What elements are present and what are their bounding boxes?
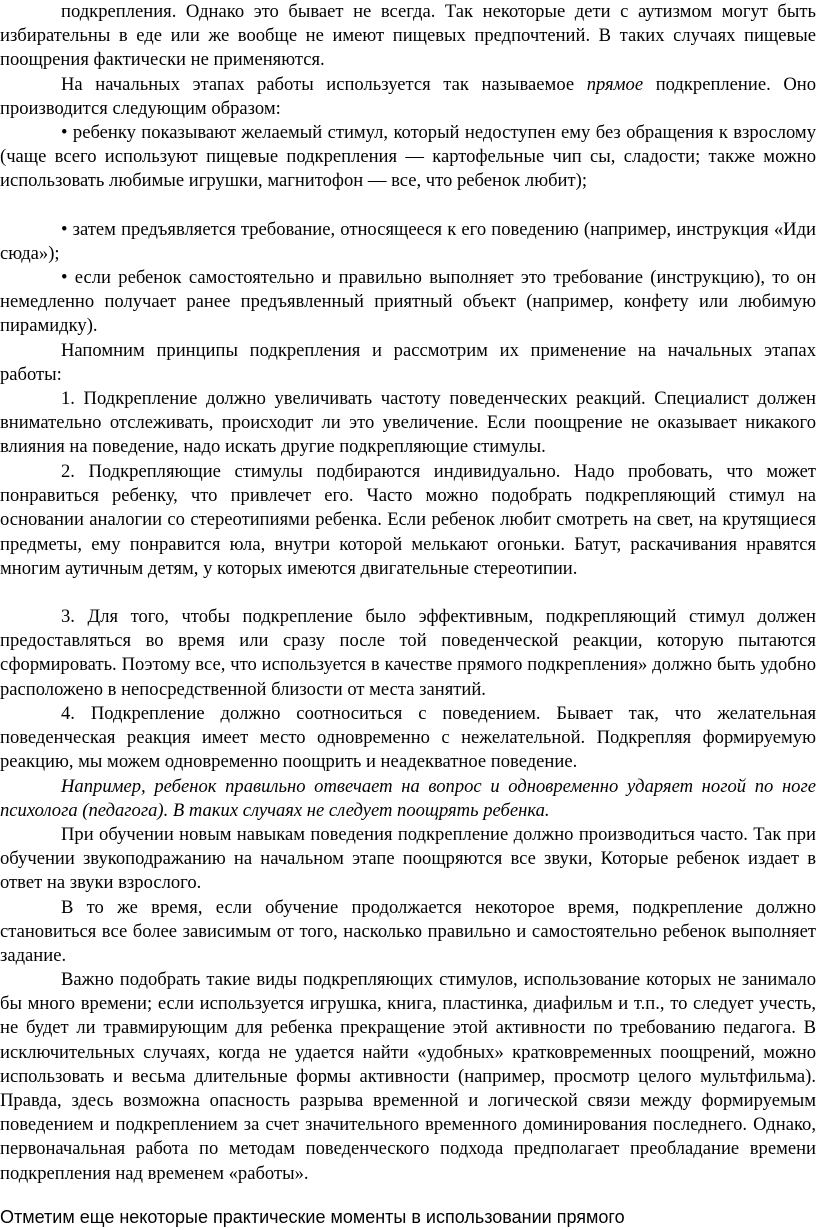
- paragraph: Важно подобрать такие виды подкрепляющих стимулов, использование которых не занимало бы много времени; если используется игрушка, книга, пластинка, диафильм и т.п., то следует учесть, не будет ли травмирующим для ребенка прекращение этой активности по требованию педагога. В исключительных случаях, когда не удается найти «удобных» кратковременных поощрений, можно использовать и весьма длительные формы активности (например, просмотр целого мультфильма). Правда, здесь возможна опасность разрыва временной и логической связи между формируемым поведением и подкреплением за счет значительного временного доминирования последнего. Однако, первоначальная работа по методам поведенческого подхода предполагает преобладание времени подкрепления над временем «работы».: [0, 969, 816, 1184]
- paragraph-continuation: подкрепления. Однако это бывает не всегда. Так некоторые дети с аутизмом могут быть избирательны в еде или же вообще не имеют пищевых предпочтений. В таких случаях пищевые поощрения фактически не применяются.: [0, 1, 816, 71]
- numbered-item: 4. Подкрепление должно соотноситься с поведением. Бывает так, что желательная поведенческая реакция имеет место одновременно с нежелательной. Подкрепляя формируемую реакцию, мы можем одновременно поощрить и неадекватное поведение.: [0, 703, 816, 773]
- paragraph-text: На начальных этапах работы используется так называемое: [61, 74, 587, 95]
- italic-example: Например, ребенок правильно отвечает на вопрос и одновременно ударяет ногой по ноге психолога (педагога). В таких случаях не следует поощрять ребенка.: [0, 776, 816, 822]
- paragraph: При обучении новым навыкам поведения подкрепление должно производиться часто. Так при обучении звукоподражанию на начальном этапе поощряются все звуки, Которые ребенок издает в ответ на звуки взрослого.: [0, 824, 816, 894]
- bullet-item: • ребенку показывают желаемый стимул, который недоступен ему без обращения к взрослому (чаще всего используют пищевые подкрепления — картофельные чип сы, сладости; также можно использовать любимые игрушки, магнитофон — все, что ребенок любит);: [0, 122, 816, 192]
- paragraph-direct-reinforcement: [0, 73, 816, 121]
- paragraph-principles-intro: Напомним принципы подкрепления и рассмотрим их применение на начальных этапах работы:: [0, 340, 816, 386]
- numbered-item: 2. Подкрепляющие стимулы подбираются индивидуально. Надо пробовать, что может понравиться ребенку, что привлечет его. Часто можно подобрать подкрепляющий стимул на основании аналогии со стереотипиями ребенка. Если ребенок любит смотреть на свет, на крутящиеся предметы, ему понравится юла, внутри которой мелькают огоньки. Батут, раскачивания нравятся многим аутичным детям, у которых имеются двигательные стереотипии.: [0, 461, 816, 579]
- bullet-item: • затем предъявляется требование, относящееся к его поведению (например, инструкция «Иди сюда»);: [0, 219, 816, 265]
- paragraph-text: подкрепление. Оно производится следующим образом:: [0, 74, 816, 120]
- numbered-item: 3. Для того, чтобы подкрепление было эффективным, подкрепляющий стимул должен предоставляться во время или сразу после той поведенческой реакции, которую пытаются сформировать. Поэтому все, что используется в качестве прямого подкрепления» должно быть удобно расположено в непосредственной близости от места занятий.: [0, 606, 816, 700]
- bullet-item: • если ребенок самостоятельно и правильно выполняет это требование (инструкцию), то он немедленно получает ранее предъявленный приятный объект (например, конфету или любимую пирамидку).: [0, 267, 816, 337]
- italic-term: прямое: [586, 74, 644, 95]
- section-heading: Отметим еще некоторые практические моменты в использовании прямого: [0, 1207, 625, 1227]
- paragraph: В то же время, если обучение продолжается некоторое время, подкрепление должно становиться все более зависимым от того, насколько правильно и самостоятельно ребенок выполняет задание.: [0, 897, 816, 967]
- numbered-item: 1. Подкрепление должно увеличивать частоту поведенческих реакций. Специалист должен внимательно отслеживать, происходит ли это увеличение. Если поощрение не оказывает никакого влияния на поведение, надо искать другие подкрепляющие стимулы.: [0, 388, 816, 458]
